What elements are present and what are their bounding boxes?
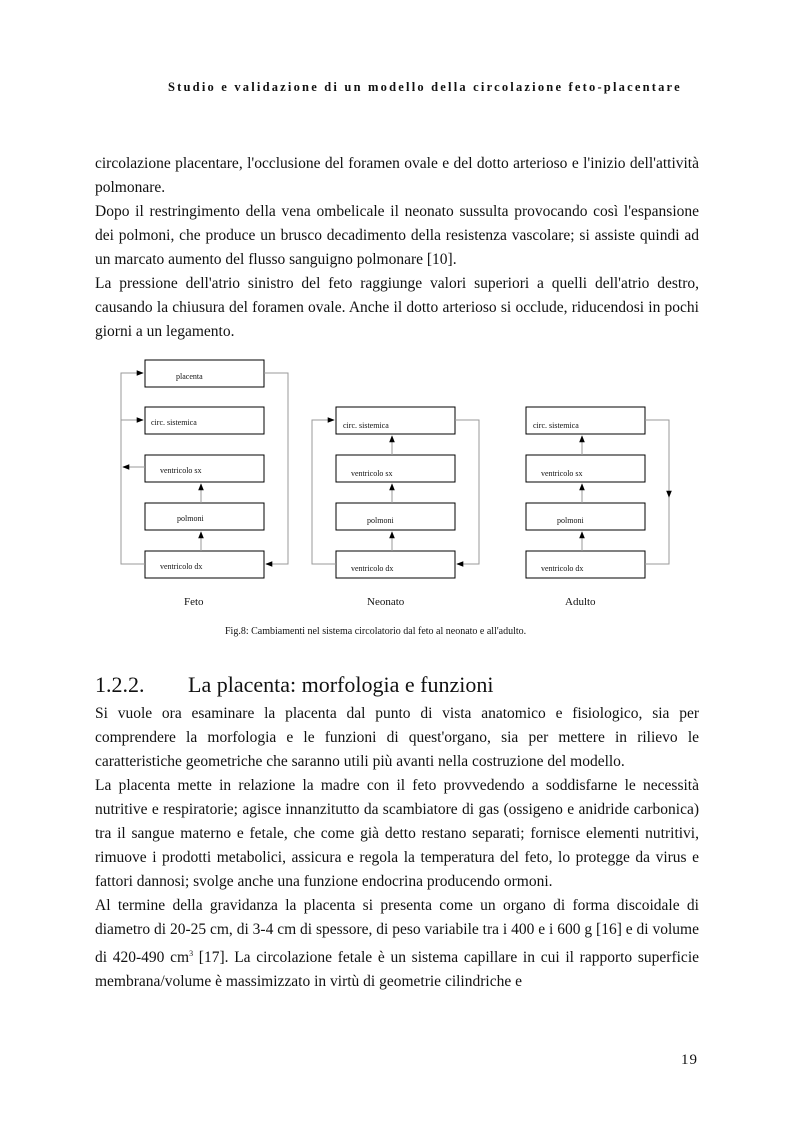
page-number: 19 <box>681 1052 698 1068</box>
box-label: circ. sistemica <box>343 421 389 430</box>
text-run: [17]. La circolazione fetale è un sistema capillare in cui il rapporto superficie membrana/volume è massimizzato in virtù di geometrie cilindriche e <box>95 949 700 991</box>
box-label: placenta <box>176 372 203 381</box>
paragraph: Si vuole ora esaminare la placenta dal punto di vista anatomico e fisiologico, sia per comprendere la morfologia e le funzioni di quest'organo, sia per mettere in rilievo le caratteristiche geometriche che saranno utili più avanti nella costruzione del modello. <box>95 705 699 770</box>
body-text <box>95 702 699 994</box>
intro-text <box>95 152 699 344</box>
diagram-label-feto: Feto <box>184 596 204 608</box>
paragraph: Dopo il restringimento della vena ombelicale il neonato sussulta provocando così l'espansione dei polmoni, che produce un brusco decadimento della resistenza vascolare; si assiste quindi ad un marcato aumento del flusso sanguigno polmonare [10]. <box>95 203 699 268</box>
paragraph: circolazione placentare, l'occlusione del foramen ovale e del dotto arterioso e l'inizio dell'attività polmonare. <box>95 155 699 196</box>
box-label: ventricolo sx <box>160 466 202 475</box>
box-circ-sistemica <box>526 407 645 434</box>
box-polmoni <box>526 503 645 530</box>
box-label: polmoni <box>177 514 204 523</box>
box-label: ventricolo sx <box>541 469 583 478</box>
box-polmoni <box>336 503 455 530</box>
text-run: Al termine della gravidanza la placenta si presenta come un organo di forma discoidale di diametro di 20-25 cm, di 3-4 cm di spessore, di peso variabile tra i 400 e i 600 g [16] e di volume di 420-490 cm <box>95 897 699 967</box>
box-ventricolo-dx <box>145 551 264 578</box>
box-label: circ. sistemica <box>151 418 197 427</box>
box-label: ventricolo dx <box>351 564 394 573</box>
box-label: ventricolo sx <box>351 469 393 478</box>
box-label: polmoni <box>557 516 584 525</box>
paragraph: La pressione dell'atrio sinistro del feto raggiunge valori superiori a quelli dell'atrio destro, causando la chiusura del foramen ovale. Anche il dotto arterioso si occlude, riducendosi in pochi giorni a un legamento. <box>95 275 699 340</box>
diagram-label-adulto: Adulto <box>565 596 596 608</box>
box-circ-sistemica <box>336 407 455 434</box>
box-ventricolo-dx <box>526 551 645 578</box>
paragraph: La placenta mette in relazione la madre con il feto provvedendo a soddisfarne le necessità nutritive e respiratorie; agisce innanzitutto da scambiatore di gas (ossigeno e anidride carbonica) tra il sangue materno e fetale, che come già detto restano separati; fornisce elementi nutritivi, rimuove i prodotti metabolici, assicura e regola la temperatura del feto, lo protegge da virus e fattori dannosi; svolge anche una funzione endocrina producendo ormoni. <box>95 777 699 890</box>
box-label: ventricolo dx <box>160 562 203 571</box>
diagram-adulto <box>526 407 669 578</box>
box-polmoni <box>145 503 264 530</box>
section-number: 1.2.2. <box>95 672 145 697</box>
section-title: La placenta: morfologia e funzioni <box>188 672 494 697</box>
box-ventricolo-sx <box>526 455 645 482</box>
box-label: ventricolo dx <box>541 564 584 573</box>
diagram-neonato <box>312 407 479 578</box>
figure-caption: Fig.8: Cambiamenti nel sistema circolatorio dal feto al neonato e all'adulto. <box>225 626 527 637</box>
box-label: circ. sistemica <box>533 421 579 430</box>
box-circ-sistemica <box>145 407 264 434</box>
box-label: polmoni <box>367 516 394 525</box>
superscript: 3 <box>189 949 194 958</box>
running-header: Studio e validazione di un modello della circolazione feto-placentare <box>168 80 682 94</box>
box-ventricolo-sx <box>336 455 455 482</box>
box-placenta <box>145 360 264 387</box>
box-ventricolo-dx <box>336 551 455 578</box>
diagram-label-neonato: Neonato <box>367 596 405 608</box>
box-ventricolo-sx <box>145 455 264 482</box>
section-heading <box>95 672 493 698</box>
paragraph <box>95 894 699 994</box>
diagram-feto <box>121 360 288 578</box>
